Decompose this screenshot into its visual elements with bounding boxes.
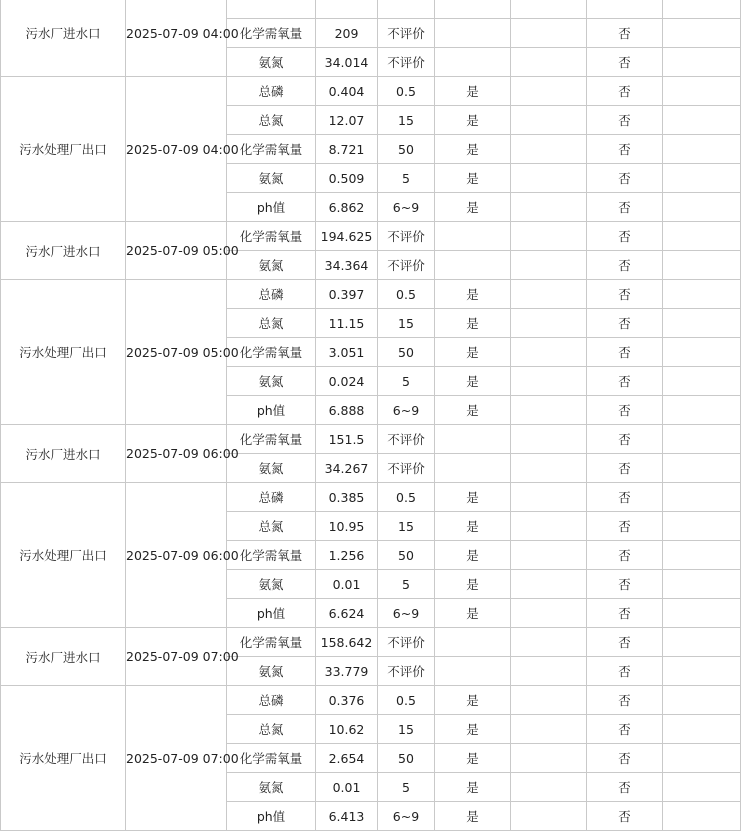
table-row	[1, 77, 741, 106]
parameter-cell: 氨氮	[227, 454, 316, 483]
parameter-cell: ph值	[227, 396, 316, 425]
parameter-cell: 化学需氧量	[227, 425, 316, 454]
blank-cell	[511, 657, 587, 686]
parameter-cell: 化学需氧量	[227, 222, 316, 251]
value-cell: 0.385	[316, 483, 378, 512]
limit-cell: 5	[378, 164, 435, 193]
parameter-cell: 总磷	[227, 280, 316, 309]
blank-cell	[663, 657, 741, 686]
blank-cell	[663, 164, 741, 193]
parameter-cell: 总磷	[227, 77, 316, 106]
table-row	[1, 686, 741, 715]
value-cell: 0.397	[316, 280, 378, 309]
parameter-cell: 氨氮	[227, 367, 316, 396]
exceeded-cell: 否	[587, 251, 663, 280]
blank-cell	[663, 512, 741, 541]
blank-cell	[511, 454, 587, 483]
limit-cell: 不评价	[378, 425, 435, 454]
blank-cell	[511, 309, 587, 338]
parameter-cell: 氨氮	[227, 773, 316, 802]
compliant-cell: 是	[435, 135, 511, 164]
value-cell: 6.862	[316, 193, 378, 222]
blank-cell	[511, 715, 587, 744]
table-row	[1, 0, 741, 19]
time-cell: 2025-07-09 07:00	[126, 686, 227, 831]
blank-cell	[511, 483, 587, 512]
value-cell: 34.014	[316, 48, 378, 77]
compliant-cell: 是	[435, 280, 511, 309]
exceeded-cell: 否	[587, 715, 663, 744]
exceeded-cell: 否	[587, 570, 663, 599]
limit-cell: 不评价	[378, 222, 435, 251]
compliant-cell: 是	[435, 686, 511, 715]
limit-cell: 0.5	[378, 483, 435, 512]
value-cell: 10.62	[316, 715, 378, 744]
compliant-cell: 是	[435, 106, 511, 135]
blank-cell	[663, 193, 741, 222]
exceeded-cell: 否	[587, 396, 663, 425]
blank-cell	[511, 628, 587, 657]
time-cell: 2025-07-09 05:00	[126, 280, 227, 425]
blank-cell	[663, 309, 741, 338]
blank-cell	[511, 135, 587, 164]
site-cell: 污水厂进水口	[1, 0, 126, 77]
parameter-cell: 化学需氧量	[227, 135, 316, 164]
exceeded-cell: 否	[587, 802, 663, 831]
time-cell: 2025-07-09 04:00	[126, 0, 227, 77]
parameter-cell: 总氮	[227, 715, 316, 744]
blank-cell	[511, 48, 587, 77]
parameter-cell: 总氮	[227, 309, 316, 338]
value-cell: 0.404	[316, 77, 378, 106]
compliant-cell	[435, 222, 511, 251]
exceeded-cell: 否	[587, 367, 663, 396]
blank-cell	[511, 0, 587, 19]
value-cell: 6.888	[316, 396, 378, 425]
blank-cell	[511, 686, 587, 715]
site-cell: 污水处理厂出口	[1, 280, 126, 425]
blank-cell	[511, 222, 587, 251]
parameter-cell: ph值	[227, 599, 316, 628]
exceeded-cell: 否	[587, 222, 663, 251]
blank-cell	[511, 106, 587, 135]
site-cell: 污水厂进水口	[1, 425, 126, 483]
limit-cell: 15	[378, 512, 435, 541]
time-cell: 2025-07-09 07:00	[126, 628, 227, 686]
blank-cell	[663, 744, 741, 773]
value-cell: 0.01	[316, 773, 378, 802]
exceeded-cell: 否	[587, 48, 663, 77]
blank-cell	[511, 570, 587, 599]
table-row	[1, 628, 741, 657]
table-body	[1, 0, 741, 831]
value-cell: 34.364	[316, 251, 378, 280]
parameter-cell: 氨氮	[227, 251, 316, 280]
exceeded-cell: 否	[587, 77, 663, 106]
exceeded-cell: 否	[587, 338, 663, 367]
value-cell: 10.95	[316, 512, 378, 541]
blank-cell	[663, 106, 741, 135]
parameter-cell: 氨氮	[227, 48, 316, 77]
blank-cell	[511, 396, 587, 425]
site-cell: 污水处理厂出口	[1, 483, 126, 628]
value-cell: 158.642	[316, 628, 378, 657]
blank-cell	[663, 425, 741, 454]
parameter-cell	[227, 0, 316, 19]
compliant-cell	[435, 628, 511, 657]
time-cell: 2025-07-09 06:00	[126, 425, 227, 483]
exceeded-cell: 否	[587, 106, 663, 135]
exceeded-cell: 否	[587, 19, 663, 48]
parameter-cell: ph值	[227, 802, 316, 831]
parameter-cell: 化学需氧量	[227, 628, 316, 657]
blank-cell	[663, 570, 741, 599]
exceeded-cell: 否	[587, 309, 663, 338]
blank-cell	[511, 599, 587, 628]
exceeded-cell: 否	[587, 135, 663, 164]
blank-cell	[663, 541, 741, 570]
blank-cell	[511, 193, 587, 222]
value-cell: 8.721	[316, 135, 378, 164]
blank-cell	[663, 19, 741, 48]
limit-cell	[378, 0, 435, 19]
time-cell: 2025-07-09 06:00	[126, 483, 227, 628]
blank-cell	[663, 396, 741, 425]
value-cell: 0.509	[316, 164, 378, 193]
limit-cell: 50	[378, 541, 435, 570]
value-cell	[316, 0, 378, 19]
limit-cell: 0.5	[378, 280, 435, 309]
limit-cell: 6~9	[378, 599, 435, 628]
parameter-cell: 总氮	[227, 512, 316, 541]
exceeded-cell: 否	[587, 599, 663, 628]
limit-cell: 5	[378, 367, 435, 396]
compliant-cell: 是	[435, 367, 511, 396]
value-cell: 3.051	[316, 338, 378, 367]
compliant-cell	[435, 657, 511, 686]
limit-cell: 0.5	[378, 686, 435, 715]
value-cell: 6.413	[316, 802, 378, 831]
blank-cell	[663, 48, 741, 77]
exceeded-cell: 否	[587, 628, 663, 657]
limit-cell: 0.5	[378, 77, 435, 106]
blank-cell	[511, 280, 587, 309]
table-row	[1, 483, 741, 512]
blank-cell	[663, 773, 741, 802]
limit-cell: 5	[378, 773, 435, 802]
parameter-cell: 氨氮	[227, 570, 316, 599]
blank-cell	[663, 628, 741, 657]
blank-cell	[663, 280, 741, 309]
value-cell: 33.779	[316, 657, 378, 686]
compliant-cell: 是	[435, 338, 511, 367]
exceeded-cell: 否	[587, 744, 663, 773]
value-cell: 34.267	[316, 454, 378, 483]
blank-cell	[663, 0, 741, 19]
blank-cell	[663, 135, 741, 164]
blank-cell	[663, 802, 741, 831]
blank-cell	[511, 425, 587, 454]
limit-cell: 50	[378, 135, 435, 164]
time-cell: 2025-07-09 05:00	[126, 222, 227, 280]
blank-cell	[663, 686, 741, 715]
limit-cell: 15	[378, 106, 435, 135]
limit-cell: 不评价	[378, 251, 435, 280]
limit-cell: 不评价	[378, 657, 435, 686]
blank-cell	[663, 599, 741, 628]
compliant-cell: 是	[435, 773, 511, 802]
exceeded-cell	[587, 0, 663, 19]
exceeded-cell: 否	[587, 193, 663, 222]
limit-cell: 不评价	[378, 628, 435, 657]
exceeded-cell: 否	[587, 454, 663, 483]
blank-cell	[511, 512, 587, 541]
blank-cell	[511, 744, 587, 773]
site-cell: 污水处理厂出口	[1, 77, 126, 222]
compliant-cell: 是	[435, 599, 511, 628]
value-cell: 11.15	[316, 309, 378, 338]
compliant-cell	[435, 251, 511, 280]
time-cell: 2025-07-09 04:00	[126, 77, 227, 222]
blank-cell	[511, 77, 587, 106]
blank-cell	[511, 164, 587, 193]
value-cell: 6.624	[316, 599, 378, 628]
exceeded-cell: 否	[587, 512, 663, 541]
value-cell: 209	[316, 19, 378, 48]
parameter-cell: 总磷	[227, 686, 316, 715]
parameter-cell: ph值	[227, 193, 316, 222]
exceeded-cell: 否	[587, 686, 663, 715]
value-cell: 2.654	[316, 744, 378, 773]
table-row	[1, 425, 741, 454]
parameter-cell: 总氮	[227, 106, 316, 135]
compliant-cell: 是	[435, 396, 511, 425]
parameter-cell: 化学需氧量	[227, 19, 316, 48]
parameter-cell: 氨氮	[227, 164, 316, 193]
limit-cell: 50	[378, 338, 435, 367]
limit-cell: 不评价	[378, 48, 435, 77]
table-row	[1, 222, 741, 251]
compliant-cell	[435, 19, 511, 48]
compliant-cell	[435, 0, 511, 19]
compliant-cell: 是	[435, 309, 511, 338]
exceeded-cell: 否	[587, 773, 663, 802]
parameter-cell: 氨氮	[227, 657, 316, 686]
blank-cell	[511, 773, 587, 802]
parameter-cell: 总磷	[227, 483, 316, 512]
value-cell: 0.376	[316, 686, 378, 715]
blank-cell	[511, 19, 587, 48]
compliant-cell: 是	[435, 193, 511, 222]
compliant-cell: 是	[435, 744, 511, 773]
compliant-cell	[435, 425, 511, 454]
limit-cell: 5	[378, 570, 435, 599]
exceeded-cell: 否	[587, 657, 663, 686]
compliant-cell: 是	[435, 77, 511, 106]
blank-cell	[663, 367, 741, 396]
blank-cell	[663, 222, 741, 251]
limit-cell: 不评价	[378, 19, 435, 48]
blank-cell	[663, 454, 741, 483]
compliant-cell	[435, 48, 511, 77]
value-cell: 12.07	[316, 106, 378, 135]
value-cell: 1.256	[316, 541, 378, 570]
parameter-cell: 化学需氧量	[227, 744, 316, 773]
limit-cell: 15	[378, 715, 435, 744]
blank-cell	[511, 367, 587, 396]
site-cell: 污水处理厂出口	[1, 686, 126, 831]
limit-cell: 不评价	[378, 454, 435, 483]
limit-cell: 50	[378, 744, 435, 773]
blank-cell	[511, 802, 587, 831]
exceeded-cell: 否	[587, 164, 663, 193]
exceeded-cell: 否	[587, 483, 663, 512]
table-row	[1, 280, 741, 309]
blank-cell	[663, 251, 741, 280]
compliant-cell: 是	[435, 512, 511, 541]
blank-cell	[663, 77, 741, 106]
value-cell: 0.01	[316, 570, 378, 599]
compliant-cell: 是	[435, 715, 511, 744]
limit-cell: 6~9	[378, 396, 435, 425]
compliant-cell: 是	[435, 483, 511, 512]
exceeded-cell: 否	[587, 541, 663, 570]
blank-cell	[663, 338, 741, 367]
compliant-cell: 是	[435, 164, 511, 193]
blank-cell	[511, 338, 587, 367]
compliant-cell: 是	[435, 570, 511, 599]
parameter-cell: 化学需氧量	[227, 338, 316, 367]
compliant-cell: 是	[435, 541, 511, 570]
value-cell: 0.024	[316, 367, 378, 396]
value-cell: 151.5	[316, 425, 378, 454]
parameter-cell: 化学需氧量	[227, 541, 316, 570]
exceeded-cell: 否	[587, 280, 663, 309]
blank-cell	[511, 251, 587, 280]
site-cell: 污水厂进水口	[1, 222, 126, 280]
limit-cell: 15	[378, 309, 435, 338]
limit-cell: 6~9	[378, 193, 435, 222]
site-cell: 污水厂进水口	[1, 628, 126, 686]
blank-cell	[511, 541, 587, 570]
blank-cell	[663, 715, 741, 744]
exceeded-cell: 否	[587, 425, 663, 454]
blank-cell	[663, 483, 741, 512]
compliant-cell	[435, 454, 511, 483]
limit-cell: 6~9	[378, 802, 435, 831]
value-cell: 194.625	[316, 222, 378, 251]
compliant-cell: 是	[435, 802, 511, 831]
